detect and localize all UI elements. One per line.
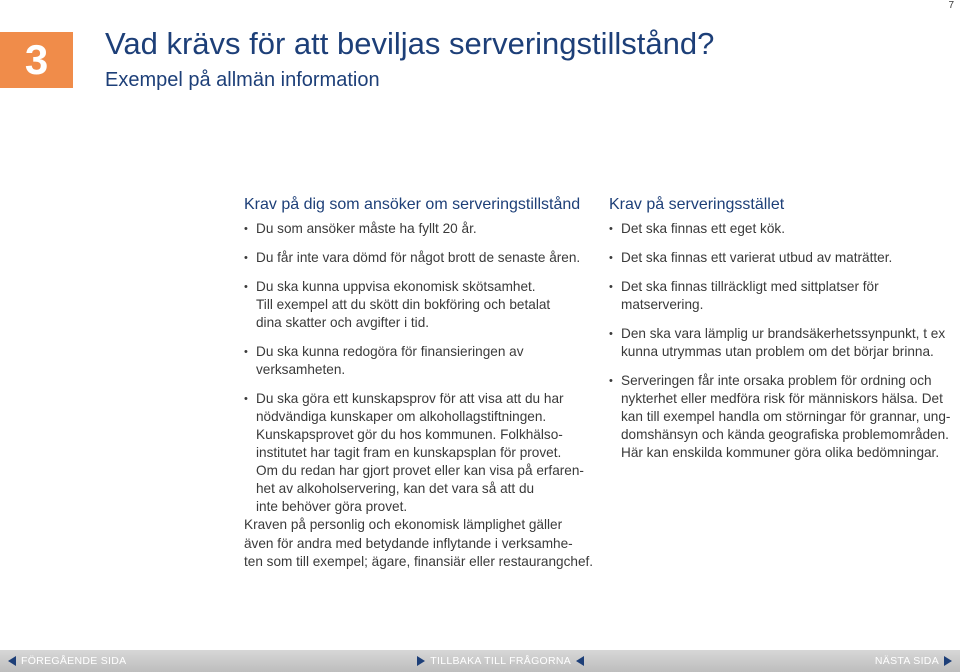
venue-requirements-heading: Krav på serveringsstället bbox=[609, 196, 785, 213]
back-to-questions-label: TILLBAKA TILL FRÅGORNA bbox=[430, 655, 572, 667]
list-item: • Det ska finnas tillräckligt med sittplatser för matservering. bbox=[609, 278, 959, 314]
back-to-questions-button[interactable] bbox=[417, 655, 584, 667]
next-page-button[interactable] bbox=[875, 655, 952, 667]
page-subtitle: Exempel på allmän information bbox=[105, 69, 380, 91]
venue-requirements-list bbox=[609, 220, 959, 462]
list-item: • Du ska göra ett kunskapsprov för att visa att du har nödvändiga kunskaper om alkohollagstiftningen. Kunskapsprovet gör du hos kommunen. Folkhälso- institutet har tagit fram en kunskapsplan för provet. Om du redan har gjort provet eller kan visa på erfaren- het av alkoholservering, kan det vara så att du inte behöver göra provet. bbox=[244, 390, 589, 516]
page-title: Vad krävs för att beviljas serveringstillstånd? bbox=[105, 26, 715, 61]
arrow-left-icon bbox=[8, 656, 16, 666]
list-item: • Det ska finnas ett varierat utbud av maträtter. bbox=[609, 249, 959, 267]
suitability-note: Kraven på personlig och ekonomisk lämplighet gäller även för andra med betydande inflytande i verksamhe- ten som till exempel; ägare, finansiär eller restaurangchef. bbox=[244, 517, 594, 569]
venue-requirements-section bbox=[609, 196, 959, 473]
applicant-requirements-section bbox=[244, 196, 589, 527]
list-item: • Den ska vara lämplig ur brandsäkerhetssynpunkt, t ex kunna utrymmas utan problem om det börjar brinna. bbox=[609, 325, 959, 361]
page-number: 7 bbox=[948, 0, 954, 11]
previous-page-button[interactable] bbox=[8, 655, 126, 667]
previous-page-label: FÖREGÅENDE SIDA bbox=[21, 655, 127, 667]
list-item: • Du ska kunna redogöra för finansieringen av verksamheten. bbox=[244, 343, 589, 379]
applicant-requirements-list bbox=[244, 220, 589, 516]
arrow-left-icon bbox=[576, 656, 584, 666]
list-item: • Du ska kunna uppvisa ekonomisk skötsamhet. Till exempel att du skött din bokföring och betalat dina skatter och avgifter i tid. bbox=[244, 278, 589, 332]
list-item: • Det ska finnas ett eget kök. bbox=[609, 220, 959, 238]
arrow-right-icon bbox=[417, 656, 425, 666]
arrow-right-icon bbox=[944, 656, 952, 666]
list-item: • Du som ansöker måste ha fyllt 20 år. bbox=[244, 220, 589, 238]
footer-navigation bbox=[0, 650, 960, 672]
list-item: • Serveringen får inte orsaka problem för ordning och nykterhet eller medföra risk för människors hälsa. Det kan till exempel handla om störningar för grannar, ung- domshänsyn och kända geografiska problemområden. Här kan enskilda kommuner göra olika bedömningar. bbox=[609, 372, 959, 462]
next-page-label: NÄSTA SIDA bbox=[874, 655, 939, 667]
list-item: • Du får inte vara dömd för något brott de senaste åren. bbox=[244, 249, 589, 267]
applicant-requirements-heading: Krav på dig som ansöker om serveringstillstånd bbox=[244, 196, 581, 213]
chapter-number-badge: 3 bbox=[0, 32, 73, 88]
